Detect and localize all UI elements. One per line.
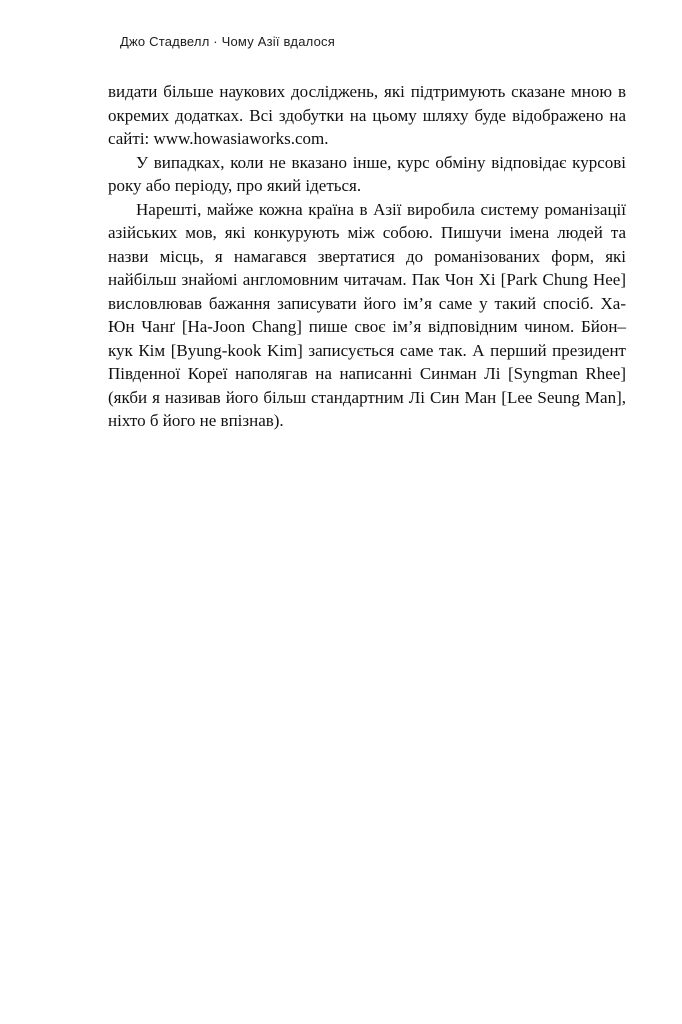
page-body-text	[108, 80, 626, 433]
paragraph-romanization-note: Нарешті, майже кожна країна в Азії виробила систему романізації азійських мов, які конкурують між собою. Пишучи імена людей та назви місць, я намагався звертатися до романізованих форм, які найбільш знайомі англомовним читачам. Пак Чон Хі [Park Chung Hee] висловлював бажання записувати його ім’я саме у такий спосіб. Ха-Юн Чанґ [Ha-Joon Chang] пише своє ім’я відповідним чином. Бйон–кук Кім [Byung-kook Kim] записується саме так. А перший президент Південної Кореї наполягав на написанні Синман Лі [Syngman Rhee] (якби я називав його більш стандартним Лі Син Ман [Lee Seung Man], ніхто б його не впізнав).	[108, 199, 626, 430]
running-header: Джо Стадвелл · Чому Азії вдалося	[120, 34, 335, 49]
paragraph-continuation: видати більше наукових досліджень, які підтримують сказане мною в окремих додатках. Всі здобутки на цьому шляху буде відображено на сайті: www.howasiaworks.com.	[108, 82, 626, 148]
paragraph-exchange-rate-note: У випадках, коли не вказано інше, курс обміну відповідає курсові року або періоду, про який ідеться.	[108, 152, 626, 195]
